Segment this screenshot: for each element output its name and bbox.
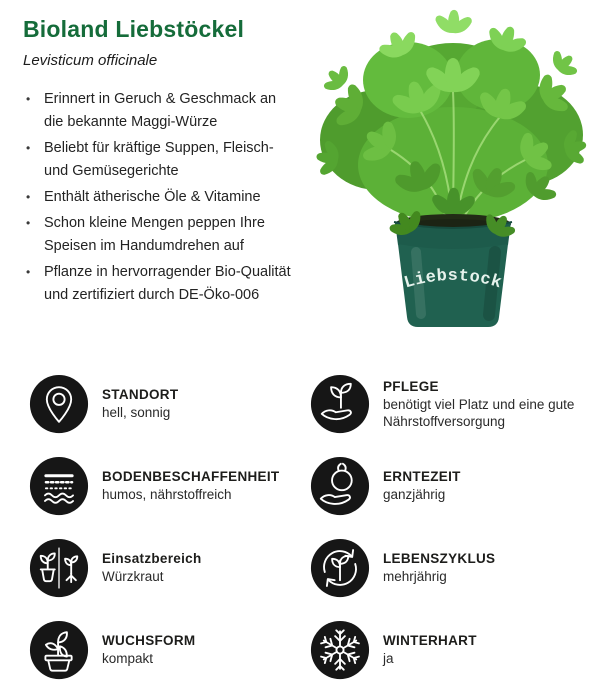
bullet-line: die bekannte Maggi-Würze bbox=[44, 114, 218, 130]
bullet-marker: • bbox=[26, 216, 31, 230]
bullet-line: Beliebt für kräftige Suppen, Fleisch- bbox=[44, 140, 274, 156]
attribute-value: humos, nährstoffreich bbox=[102, 487, 232, 502]
attribute-bodenbeschaffenheit bbox=[29, 450, 310, 519]
attribute-erntezeit bbox=[310, 450, 595, 519]
bullet-marker: • bbox=[26, 141, 31, 155]
bullet-item bbox=[26, 137, 326, 183]
attribute-einsatzbereich bbox=[29, 532, 310, 601]
bullet-line: Enthält ätherische Öle & Vitamine bbox=[44, 189, 261, 205]
page-title: Bioland Liebstöckel bbox=[23, 16, 245, 42]
bullet-item bbox=[26, 261, 326, 307]
attribute-label: WUCHSFORM bbox=[102, 633, 196, 648]
attribute-lebenszyklus bbox=[310, 532, 595, 601]
potted-plant-icon bbox=[29, 620, 89, 680]
bullet-line: und Gemüsegerichte bbox=[44, 163, 179, 179]
cycle-plant-icon bbox=[310, 538, 370, 598]
attribute-label: WINTERHART bbox=[383, 633, 477, 648]
attribute-value: kompakt bbox=[102, 651, 154, 666]
attribute-value: mehrjährig bbox=[383, 569, 447, 584]
bullet-marker: • bbox=[26, 265, 31, 279]
attribute-label: BODENBESCHAFFENHEIT bbox=[102, 469, 280, 484]
snowflake-icon bbox=[310, 620, 370, 680]
feature-bullet-list bbox=[26, 88, 326, 310]
attribute-value: ganzjährig bbox=[383, 487, 446, 502]
attribute-label: Einsatzbereich bbox=[102, 551, 202, 566]
pot-and-seedling-icon bbox=[29, 538, 89, 598]
attribute-value: ja bbox=[383, 651, 394, 666]
attribute-value: benötigt viel Platz und eine gute Nährstoffversorgung bbox=[383, 396, 575, 429]
bullet-item bbox=[26, 88, 326, 134]
bullet-line: Schon kleine Mengen peppen Ihre bbox=[44, 215, 265, 231]
attribute-label: STANDORT bbox=[102, 387, 179, 402]
soil-layers-icon bbox=[29, 456, 89, 516]
attribute-value: Würzkraut bbox=[102, 569, 164, 584]
attribute-pflege bbox=[310, 368, 595, 437]
attribute-value: hell, sonnig bbox=[102, 405, 171, 420]
bullet-marker: • bbox=[26, 190, 31, 204]
foliage bbox=[313, 9, 591, 228]
attribute-wuchsform bbox=[29, 614, 310, 683]
bullet-line: Pflanze in hervorragender Bio-Qualität bbox=[44, 264, 291, 280]
bullet-line: Erinnert in Geruch & Geschmack an bbox=[44, 91, 277, 107]
hand-fruit-icon bbox=[310, 456, 370, 516]
hand-seedling-icon bbox=[310, 374, 370, 434]
attribute-standort bbox=[29, 368, 310, 437]
bullet-item bbox=[26, 186, 326, 209]
attribute-label: PFLEGE bbox=[383, 378, 439, 394]
bullet-line: und zertifiziert durch DE-Öko-006 bbox=[44, 287, 260, 303]
attribute-winterhart bbox=[310, 614, 595, 683]
botanical-name: Levisticum officinale bbox=[23, 52, 158, 69]
location-pin-icon bbox=[29, 374, 89, 434]
bullet-item bbox=[26, 212, 326, 258]
pot-label: Liebstock bbox=[402, 267, 504, 294]
bullet-marker: • bbox=[26, 92, 31, 106]
attribute-label: ERNTEZEIT bbox=[383, 469, 461, 484]
attribute-label: LEBENSZYKLUS bbox=[383, 551, 496, 566]
bullet-line: Speisen im Handumdrehen auf bbox=[44, 238, 244, 254]
product-photo bbox=[303, 0, 597, 338]
attributes-grid bbox=[29, 368, 595, 696]
product-header bbox=[23, 16, 313, 69]
